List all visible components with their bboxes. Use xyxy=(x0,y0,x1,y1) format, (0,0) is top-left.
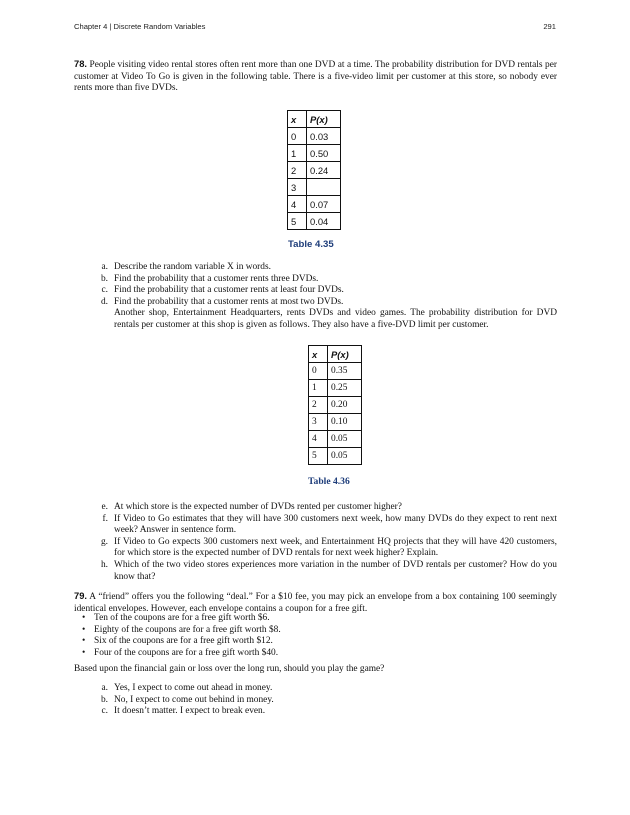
col-header-px: P(x) xyxy=(307,111,341,128)
col-header-px: P(x) xyxy=(328,346,362,363)
cell-x: 2 xyxy=(309,397,328,414)
cell-p: 0.07 xyxy=(307,196,341,213)
table-header-row xyxy=(288,111,341,128)
cell-p: 0.10 xyxy=(328,414,362,431)
table-row xyxy=(288,196,341,213)
table-4-36 xyxy=(308,345,362,465)
list-item: • Eighty of the coupons are for a free gift worth $8. xyxy=(82,624,281,635)
q78-intro-text: People visiting video rental stores often rent more than one DVD at a time. The probability distribution for DVD rentals per customer at Video To Go is given in the following table. There is a five-video limit per customer at this store, so nobody ever rents more than five DVDs. xyxy=(74,60,558,94)
cell-p xyxy=(307,179,341,196)
list-item: c. Find the probability that a customer rents at least four DVDs. xyxy=(101,285,344,296)
cell-p: 0.35 xyxy=(328,363,362,380)
list-item: g. If Video to Go expects 300 customers next week, and Entertainment HQ projects that they will have 420 customers, for which store is the expected number of DVD rentals for next week higher? Explain. xyxy=(100,536,557,559)
q79-question: Based upon the financial gain or loss over the long run, should you play the game? xyxy=(74,664,385,674)
page-number: 291 xyxy=(543,22,556,31)
table-row xyxy=(288,145,341,162)
table-header-row xyxy=(309,346,362,363)
cell-x: 1 xyxy=(288,145,307,162)
list-item: f. If Video to Go estimates that they will have 300 customers next week, how many DVDs do they expect to rent next week? Answer in sentence form. xyxy=(102,513,557,536)
list-item: b. Find the probability that a customer rents three DVDs. xyxy=(100,273,319,284)
cell-x: 3 xyxy=(288,179,307,196)
list-item: • Ten of the coupons are for a free gift worth $6. xyxy=(82,613,270,623)
table-row xyxy=(309,448,362,465)
table-row xyxy=(288,179,341,196)
cell-x: 0 xyxy=(288,128,307,145)
q79-options xyxy=(94,683,557,718)
cell-p: 0.04 xyxy=(307,213,341,230)
table-caption: Table 4.36 xyxy=(308,476,350,487)
table-caption: Table 4.35 xyxy=(288,239,334,250)
list-item: e. At which store is the expected number of DVDs rented per customer higher? xyxy=(101,502,402,512)
list-item: • Four of the coupons are for a free gift worth $40. xyxy=(82,647,279,658)
q78-parts-a-d xyxy=(94,262,557,308)
cell-x: 5 xyxy=(288,213,307,230)
table-row xyxy=(288,128,341,145)
cell-x: 4 xyxy=(309,431,328,448)
q79-number: 79. xyxy=(74,590,88,601)
cell-x: 3 xyxy=(309,414,328,431)
list-item: d. Find the probability that a customer rents at most two DVDs. xyxy=(100,296,344,307)
cell-x: 4 xyxy=(288,196,307,213)
q78-parts-e-h xyxy=(94,502,557,583)
q79-bullets xyxy=(82,613,557,659)
another-shop-text: Another shop, Entertainment Headquarters, rents DVDs and video games. The probability distribution for DVD rentals per customer at this shop is given as follows. They also have a five-DVD limit per customer. xyxy=(114,308,557,330)
col-header-x: x xyxy=(288,111,307,128)
cell-p: 0.03 xyxy=(307,128,341,145)
table-4-35 xyxy=(287,110,341,230)
table-row xyxy=(309,397,362,414)
table-row xyxy=(309,431,362,448)
q79-intro xyxy=(74,590,557,615)
list-item: • Six of the coupons are for a free gift worth $12. xyxy=(82,636,273,647)
list-item: a. Describe the random variable X in words. xyxy=(101,262,271,272)
cell-x: 1 xyxy=(309,380,328,397)
cell-p: 0.50 xyxy=(307,145,341,162)
table-row xyxy=(309,414,362,431)
table-row xyxy=(309,380,362,397)
list-item: h. Which of the two video stores experiences more variation in the number of DVD rentals per customer? How do you know that? xyxy=(100,559,557,582)
list-item: a. Yes, I expect to come out ahead in money. xyxy=(101,683,273,693)
cell-p: 0.05 xyxy=(328,431,362,448)
q78-number: 78. xyxy=(74,58,88,69)
cell-x: 5 xyxy=(309,448,328,465)
cell-x: 2 xyxy=(288,162,307,179)
cell-p: 0.24 xyxy=(307,162,341,179)
q78-intro xyxy=(74,58,557,95)
cell-p: 0.25 xyxy=(328,380,362,397)
cell-p: 0.05 xyxy=(328,448,362,465)
page-header xyxy=(74,22,556,36)
chapter-title: Chapter 4 | Discrete Random Variables xyxy=(74,22,206,31)
cell-x: 0 xyxy=(309,363,328,380)
cell-p: 0.20 xyxy=(328,397,362,414)
table-row xyxy=(288,162,341,179)
list-item: c. It doesn’t matter. I expect to break even. xyxy=(101,706,266,717)
table-row xyxy=(288,213,341,230)
list-item: b. No, I expect to come out behind in money. xyxy=(100,694,274,705)
table-row xyxy=(309,363,362,380)
col-header-x: x xyxy=(309,346,328,363)
q79-intro-text: A “friend” offers you the following “deal.” For a $10 fee, you may pick an envelope from a box containing 100 seemingly identical envelopes. However, each envelope contains a coupon for a free gift. xyxy=(74,592,557,614)
